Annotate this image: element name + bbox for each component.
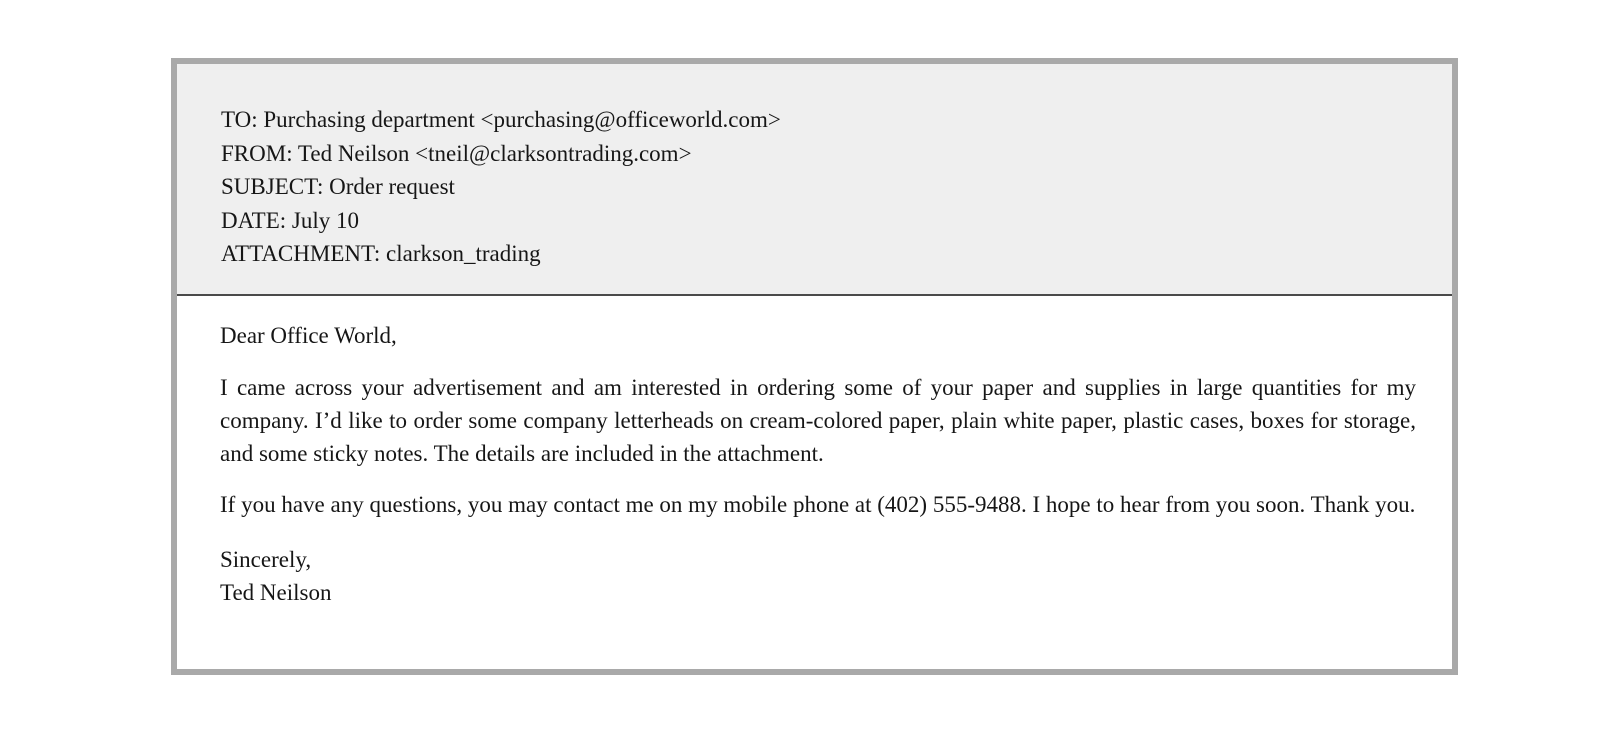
email-header — [177, 64, 1452, 296]
body-paragraph-contact: If you have any questions, you may contact me on my mobile phone at (402) 555-9488. I hope to hear from you soon. Thank you. — [220, 492, 1416, 517]
signoff: Sincerely, — [220, 547, 312, 572]
email-body — [220, 319, 1416, 609]
date-field: DATE: July 10 — [221, 207, 359, 233]
email-header-fields — [221, 103, 781, 271]
subject-field: SUBJECT: Order request — [221, 174, 455, 199]
greeting: Dear Office World, — [220, 323, 397, 348]
body-paragraph-order: I came across your advertisement and am interested in ordering some of your paper and supplies in large quantities for my company. I’d like to order some company letterheads on cream-colored paper, plain white paper, plastic cases, boxes for storage, and some sticky notes. The details are included in the attachment. — [220, 375, 1416, 466]
signature: Ted Neilson — [220, 580, 332, 605]
attachment-field: ATTACHMENT: clarkson_trading — [221, 241, 541, 266]
to-field: TO: Purchasing department <purchasing@officeworld.com> — [221, 107, 781, 132]
email-document — [171, 58, 1458, 675]
from-field: FROM: Ted Neilson <tneil@clarksontrading.com> — [221, 140, 692, 166]
